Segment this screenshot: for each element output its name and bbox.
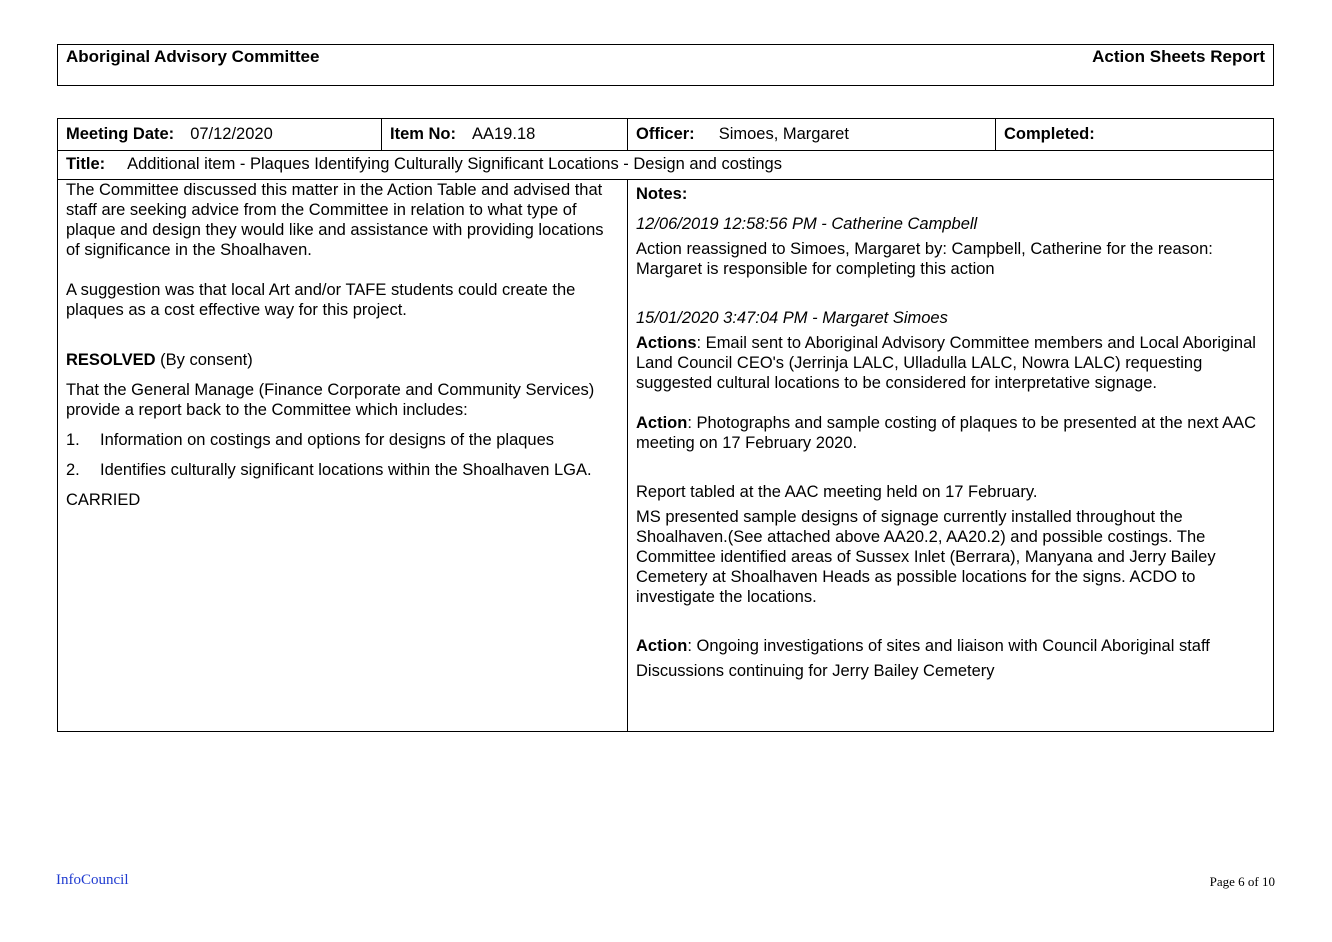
list-item-number: 2.: [66, 461, 80, 479]
action-label: Action: [636, 637, 688, 655]
action-text: : Photographs and sample costing of plaques to be presented at the next AAC meeting on 17 February 2020.: [636, 414, 1257, 452]
action-label: Action: [636, 414, 688, 432]
officer-cell: [628, 119, 996, 150]
completed-label: Completed:: [1004, 125, 1095, 143]
list-item-text: Identifies culturally significant locations within the Shoalhaven LGA.: [100, 461, 592, 479]
completed-cell: [996, 119, 1275, 150]
resolved-label: RESOLVED: [66, 351, 156, 369]
meeting-date-value: 07/12/2020: [190, 125, 273, 143]
resolved-suffix: (By consent): [155, 351, 253, 369]
list-item: [66, 430, 619, 450]
note-timestamp: 12/06/2019 12:58:56 PM - Catherine Campbell: [636, 215, 978, 233]
title-label: Title:: [66, 155, 106, 173]
officer-value: Simoes, Margaret: [718, 125, 849, 143]
title-row: [58, 150, 1273, 180]
action-paragraph: [636, 413, 1266, 453]
title-value: Additional item - Plaques Identifying Culturally Significant Locations - Design and costings: [127, 155, 782, 173]
actions-paragraph: [636, 333, 1266, 393]
meeting-date-cell: [58, 119, 382, 150]
item-no-label: Item No:: [390, 125, 456, 143]
ms-presented-text: MS presented sample designs of signage currently installed throughout the Shoalhaven.(See attached above AA20.2, AA20.2) and possible costings. The Committee identified areas of Sussex Inlet (Berrara), Manyana and Jerry Bailey Cemetery at Shoalhaven Heads as possible locations for the signs. ACDO to investigate the locations.: [636, 508, 1216, 606]
note-timestamp: 15/01/2020 3:47:04 PM - Margaret Simoes: [636, 309, 948, 327]
resolution-paragraph: That the General Manage (Finance Corporate and Community Services) provide a report back to the Committee which includes:: [66, 381, 595, 419]
meeting-date-label: Meeting Date:: [66, 125, 175, 143]
note-text: Action reassigned to Simoes, Margaret by: Campbell, Catherine for the reason: Margaret is responsible for completing this action: [636, 240, 1213, 278]
page-number: Page 6 of 10: [1209, 874, 1275, 889]
resolved-line: [66, 350, 619, 370]
report-header: [57, 44, 1274, 86]
actions-label: Actions: [636, 334, 697, 352]
notes-column: [628, 180, 1274, 732]
actions-text: : Email sent to Aboriginal Advisory Committee members and Local Aboriginal Land Council CEO's (Jerrinja LALC, Ulladulla LALC, Nowra LALC) requesting suggested cultural locations to be considered for interpretative signage.: [636, 334, 1256, 392]
report-tabled-text: Report tabled at the AAC meeting held on 17 February.: [636, 483, 1038, 501]
notes-heading: Notes:: [636, 185, 688, 203]
action-text: : Ongoing investigations of sites and liaison with Council Aboriginal staff: [687, 637, 1210, 655]
report-name: Action Sheets Report: [1092, 47, 1265, 66]
list-item-text: Information on costings and options for designs of the plaques: [100, 431, 555, 449]
committee-name: Aboriginal Advisory Committee: [66, 47, 320, 66]
infocouncil-brand: InfoCouncil: [56, 872, 129, 888]
action-sheet-table: [57, 118, 1274, 732]
officer-label: Officer:: [636, 125, 695, 143]
list-item-number: 1.: [66, 431, 80, 449]
item-no-cell: [382, 119, 628, 150]
action-paragraph: [636, 636, 1266, 656]
list-item: [66, 460, 619, 480]
discussions-text: Discussions continuing for Jerry Bailey Cemetery: [636, 662, 995, 680]
meta-row: [58, 119, 1273, 151]
discussion-paragraph: The Committee discussed this matter in the Action Table and advised that staff are seeking advice from the Committee in relation to what type of plaque and design they would like and assistance with providing locations of significance in the Shoalhaven.: [66, 181, 604, 259]
carried-text: CARRIED: [66, 491, 141, 509]
resolution-column: [58, 180, 628, 732]
item-no-value: AA19.18: [472, 125, 536, 143]
suggestion-paragraph: A suggestion was that local Art and/or TAFE students could create the plaques as a cost effective way for this project.: [66, 281, 576, 319]
